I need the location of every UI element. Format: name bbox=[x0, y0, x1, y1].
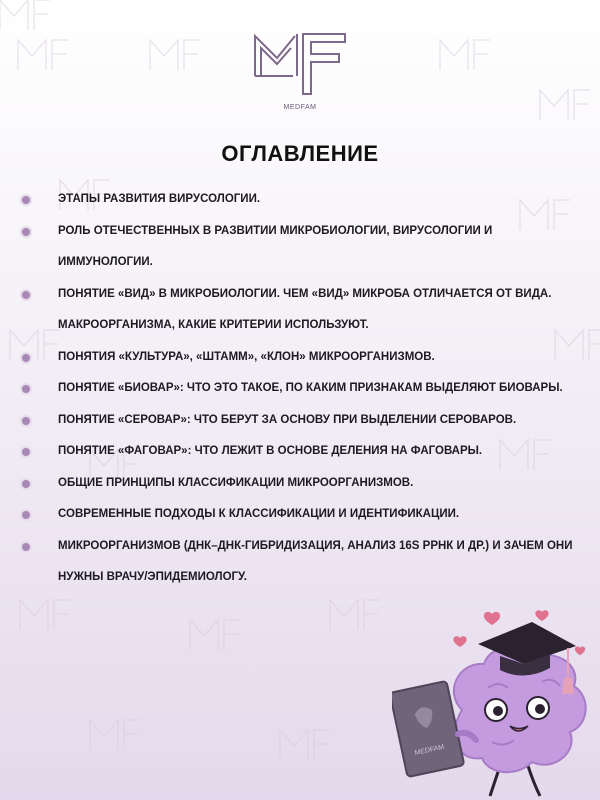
toc-item-text: ЭТАПЫ РАЗВИТИЯ ВИРУСОЛОГИИ. bbox=[58, 193, 261, 205]
toc-item-text: НУЖНЫ ВРАЧУ/ЭПИДЕМИОЛОГУ. bbox=[58, 571, 247, 583]
bullet-icon bbox=[22, 480, 30, 488]
bullet-icon bbox=[22, 448, 30, 456]
toc-item-text: ОБЩИЕ ПРИНЦИПЫ КЛАССИФИКАЦИИ МИКРООРГАНИЗМОВ. bbox=[58, 476, 414, 489]
toc-item bbox=[22, 186, 582, 218]
bullet-icon bbox=[22, 385, 30, 393]
toc-item-text: МАКРООРГАНИЗМА, КАКИЕ КРИТЕРИИ ИСПОЛЬЗУЮТ. bbox=[58, 319, 369, 331]
toc-item-text: СОВРЕМЕННЫЕ ПОДХОДЫ К КЛАССИФИКАЦИИ И ИДЕНТИФИКАЦИИ. bbox=[58, 508, 460, 520]
toc-item bbox=[22, 533, 582, 596]
toc-item-text: ПОНЯТИЕ «БИОВАР»: ЧТО ЭТО ТАКОЕ, ПО КАКИМ ПРИЗНАКАМ ВЫДЕЛЯЮТ БИОВАРЫ. bbox=[58, 382, 563, 394]
page-title: ОГЛАВЛЕНИЕ bbox=[221, 141, 379, 166]
brain-mascot-illustration bbox=[392, 602, 600, 800]
bullet-icon bbox=[22, 196, 30, 204]
logo-text: MEDFAM bbox=[283, 104, 317, 111]
toc-item-text: МИКРООРГАНИЗМОВ (ДНК–ДНК-ГИБРИДИЗАЦИЯ, АНАЛИЗ 16S РРНК И ДР.) И ЗАЧЕМ ОНИ bbox=[58, 539, 573, 552]
toc-item bbox=[22, 501, 582, 533]
toc-item-text: РОЛЬ ОТЕЧЕСТВЕННЫХ В РАЗВИТИИ МИКРОБИОЛОГИИ, ВИРУСОЛОГИИ И bbox=[58, 224, 493, 237]
toc-item bbox=[22, 281, 582, 344]
toc-item bbox=[22, 407, 582, 439]
toc-item-text: ПОНЯТИЯ «КУЛЬТУРА», «ШТАММ», «КЛОН» МИКРООРГАНИЗМОВ. bbox=[58, 350, 435, 363]
toc-item bbox=[22, 344, 582, 376]
bullet-icon bbox=[22, 228, 30, 236]
toc-item bbox=[22, 470, 582, 502]
table-of-contents bbox=[22, 186, 582, 596]
bullet-icon bbox=[22, 354, 30, 362]
toc-item-text: ПОНЯТИЕ «ФАГОВАР»: ЧТО ЛЕЖИТ В ОСНОВЕ ДЕЛЕНИЯ НА ФАГОВАРЫ. bbox=[58, 445, 483, 457]
toc-item bbox=[22, 438, 582, 470]
toc-item-text: ПОНЯТИЕ «ВИД» В МИКРОБИОЛОГИИ. ЧЕМ «ВИД» МИКРОБА ОТЛИЧАЕТСЯ ОТ ВИДА. bbox=[58, 287, 552, 300]
toc-item-text: ПОНЯТИЕ «СЕРОВАР»: ЧТО БЕРУТ ЗА ОСНОВУ ПРИ ВЫДЕЛЕНИИ СЕРОВАРОВ. bbox=[58, 413, 517, 426]
bullet-icon bbox=[22, 417, 30, 425]
bullet-icon bbox=[22, 511, 30, 519]
toc-item bbox=[22, 218, 582, 281]
book-label: MEDFAM bbox=[414, 743, 445, 757]
bullet-icon bbox=[22, 543, 30, 551]
bullet-icon bbox=[22, 291, 30, 299]
toc-item bbox=[22, 375, 582, 407]
toc-item-text: ИММУНОЛОГИИ. bbox=[58, 256, 153, 268]
